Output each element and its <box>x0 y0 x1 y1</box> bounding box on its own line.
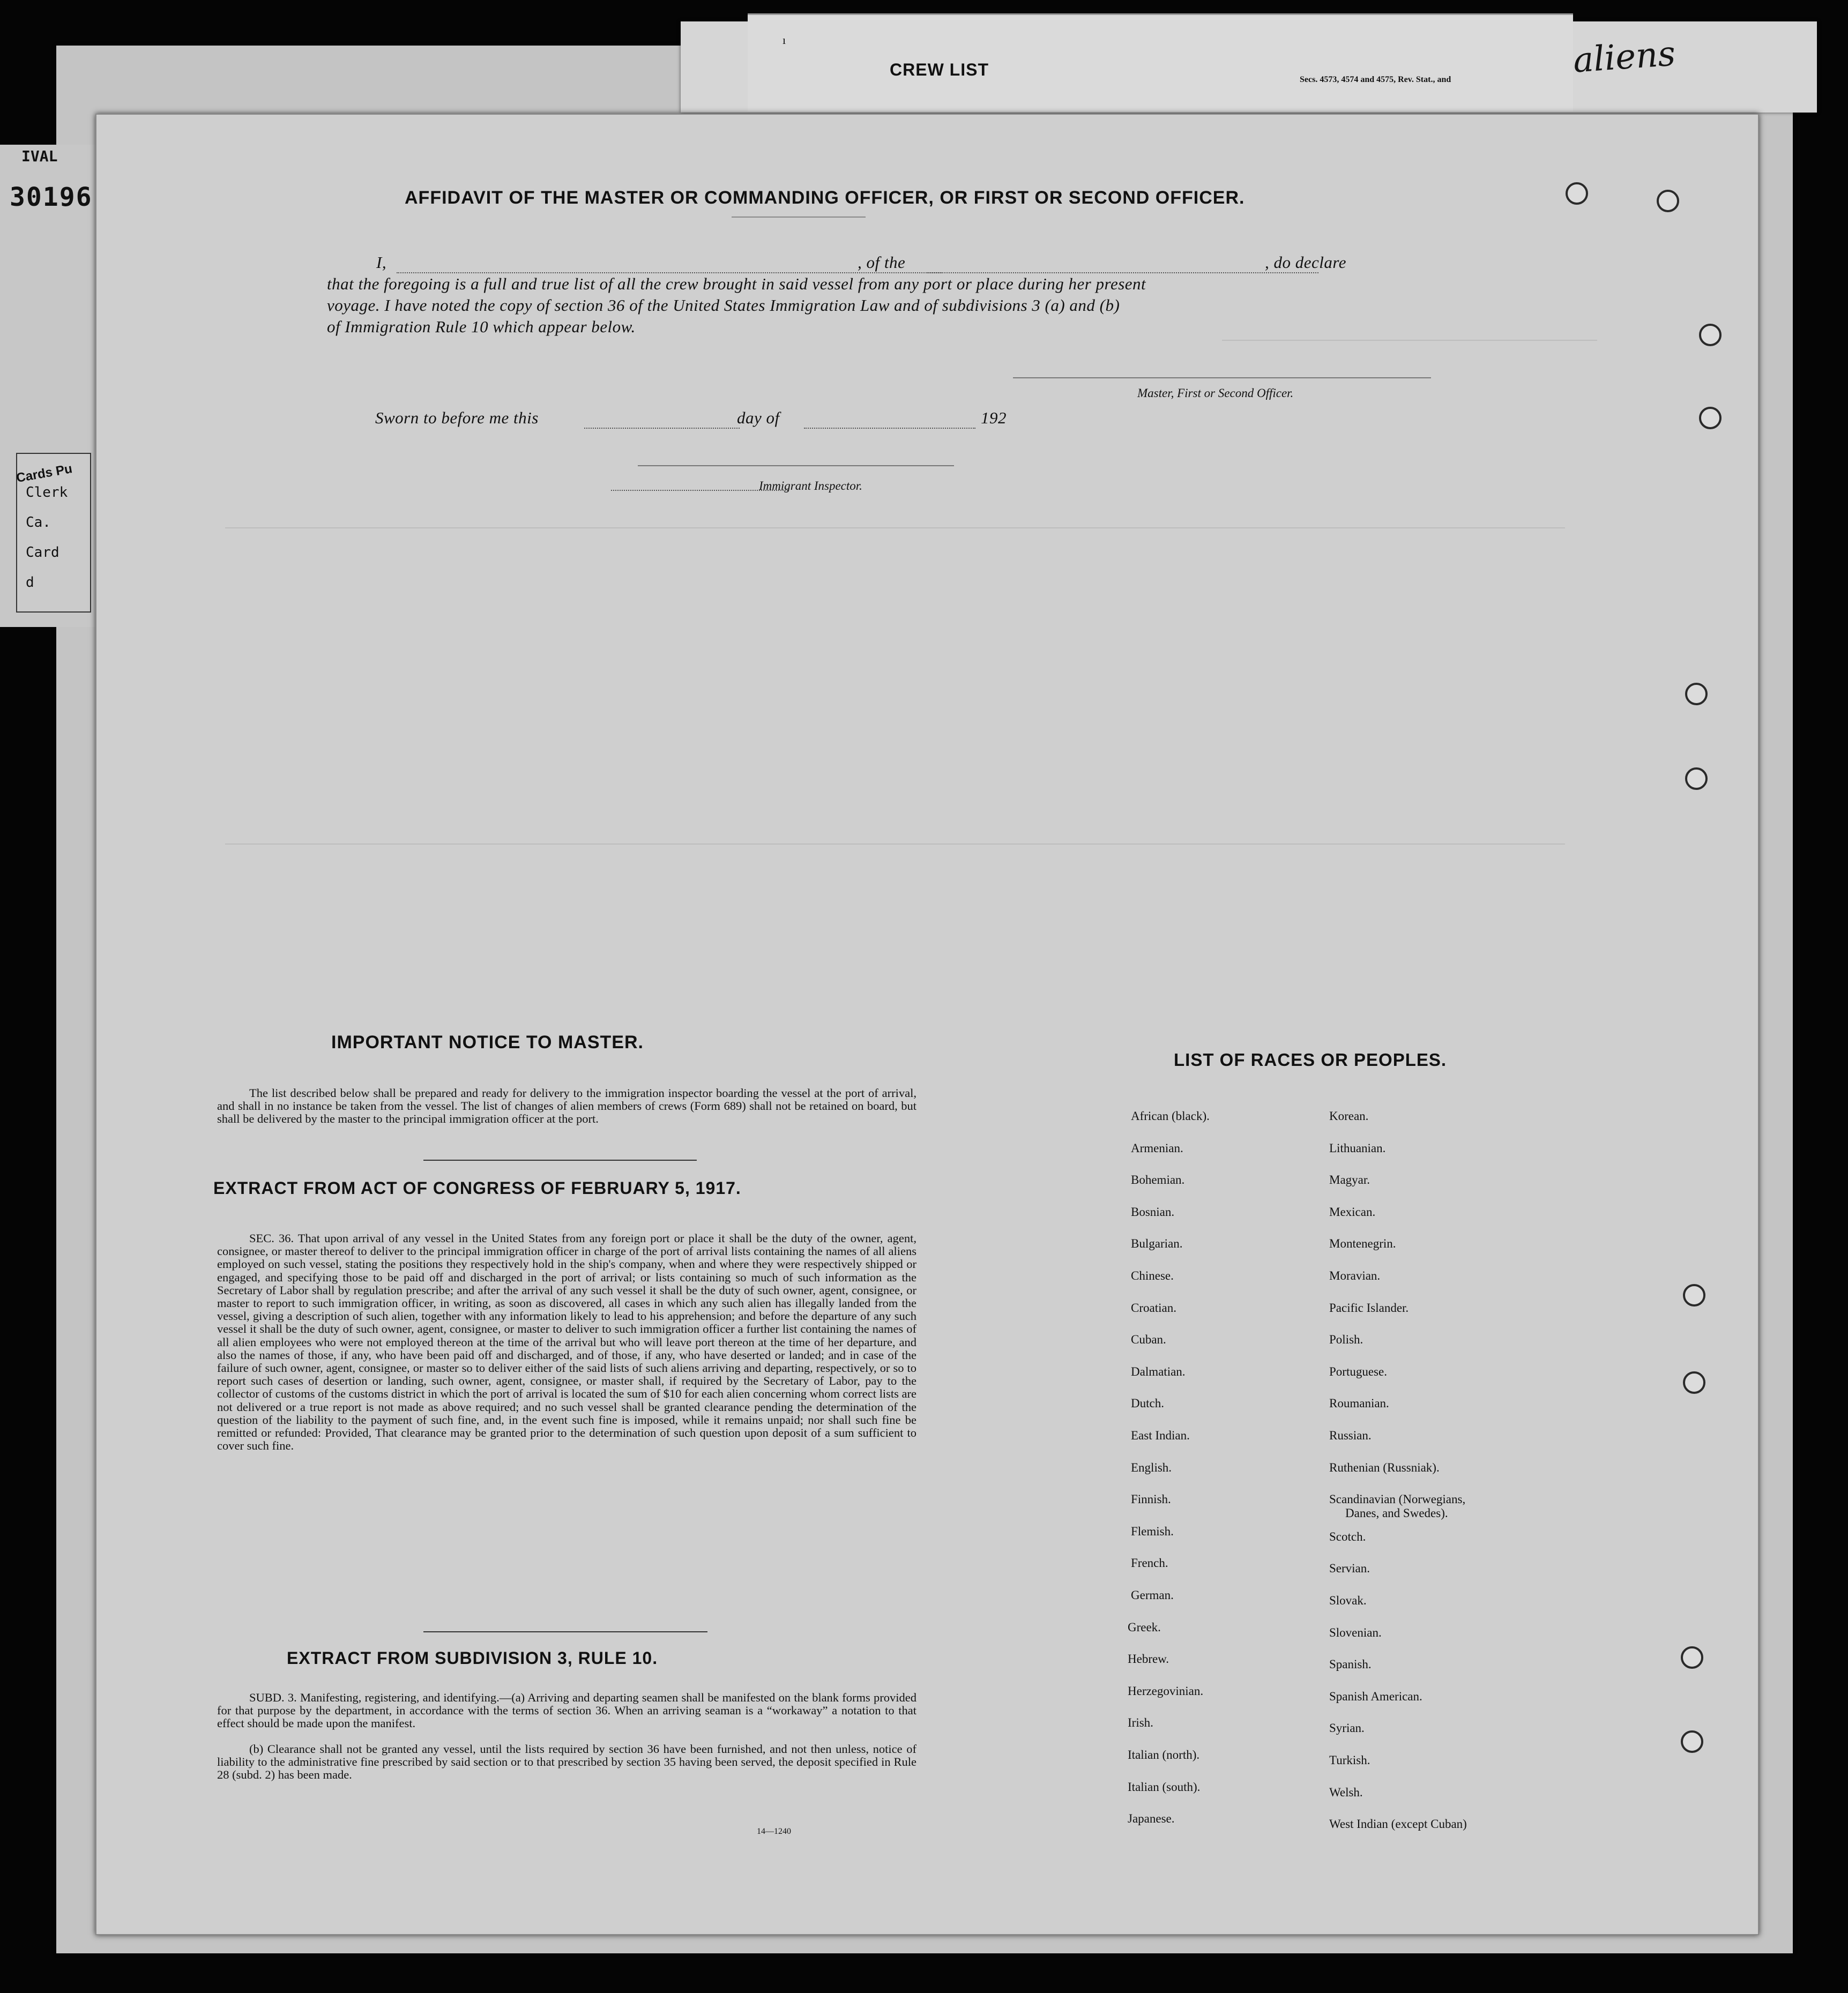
race-item: Italian (south). <box>1128 1780 1201 1794</box>
punch-hole <box>1683 1371 1705 1394</box>
cards-line: Clerk <box>26 484 68 501</box>
cards-line: Ca. <box>26 514 51 531</box>
title-underline <box>732 217 866 218</box>
race-item: Hebrew. <box>1128 1652 1169 1666</box>
left-strip-number: 30196 <box>10 182 93 212</box>
race-item: Roumanian. <box>1329 1397 1389 1410</box>
affidavit-line-2: that the foregoing is a full and true list of all the crew brought in said vessel from any port or place during her present <box>327 274 1146 293</box>
races-title: LIST OF RACES OR PEOPLES. <box>1174 1050 1447 1070</box>
bleed-through-line <box>225 844 1565 845</box>
sworn-day-of-label: day of <box>737 408 780 427</box>
race-item: Scotch. <box>1329 1529 1366 1543</box>
race-item: Pacific Islander. <box>1329 1301 1409 1315</box>
race-item: Italian (north). <box>1128 1748 1200 1761</box>
race-item: Irish. <box>1128 1716 1153 1730</box>
race-item: Bohemian. <box>1131 1173 1185 1187</box>
affidavit-i-label: I, <box>376 253 387 272</box>
affidavit-line-3: voyage. I have noted the copy of section 36 of the United States Immigration Law and of subdivisions 3 (a) and (b) <box>327 296 1120 315</box>
race-item: Flemish. <box>1131 1524 1174 1538</box>
race-item: Slovak. <box>1329 1594 1367 1607</box>
form-number: 14—1240 <box>757 1827 791 1836</box>
sworn-text: Sworn to before me this <box>375 408 539 427</box>
race-item: Korean. <box>1329 1109 1369 1123</box>
notice-body: The list described below shall be prepared and ready for delivery to the immigration inspector boarding the vessel at the port of arrival, and shall in no instance be taken from the vessel. The list of changes of alien members of crews (Form 689) shall not be retained on board, but shall be delivered by the master to the principal immigration officer at the port. <box>217 1086 916 1126</box>
race-item: Slovenian. <box>1329 1625 1382 1639</box>
race-item: Ruthenian (Russniak). <box>1329 1460 1440 1474</box>
race-item: Finnish. <box>1131 1492 1171 1506</box>
race-item: Scandinavian (Norwegians, <box>1329 1492 1466 1506</box>
race-item: French. <box>1131 1556 1168 1570</box>
race-item: Japanese. <box>1128 1812 1175 1826</box>
race-item: English. <box>1131 1460 1172 1474</box>
race-item: Dutch. <box>1131 1397 1164 1410</box>
punch-hole <box>1685 767 1708 790</box>
affidavit-title: AFFIDAVIT OF THE MASTER OR COMMANDING OFFICER, OR FIRST OR SECOND OFFICER. <box>405 188 1245 208</box>
crew-list-title: CREW LIST <box>890 60 989 79</box>
race-item: Moravian. <box>1329 1269 1381 1282</box>
punch-hole <box>1685 683 1708 705</box>
race-item: Bosnian. <box>1131 1205 1175 1219</box>
sworn-month-blank[interactable] <box>804 427 975 429</box>
cards-line: Card <box>26 544 59 561</box>
section-rule <box>423 1631 707 1632</box>
race-item: Danes, and Swedes). <box>1345 1506 1448 1520</box>
sworn-day-blank[interactable] <box>584 427 740 429</box>
bleed-through-line <box>225 527 1565 528</box>
race-item: Polish. <box>1329 1333 1363 1347</box>
punch-hole <box>1699 407 1722 429</box>
race-item: Spanish. <box>1329 1658 1372 1671</box>
punch-hole <box>1681 1730 1703 1753</box>
race-item: Mexican. <box>1329 1205 1376 1219</box>
punch-hole <box>1683 1284 1705 1307</box>
cards-line: d <box>26 574 34 591</box>
master-signature-label: Master, First or Second Officer. <box>1137 386 1294 400</box>
race-item: Welsh. <box>1329 1785 1363 1799</box>
rule10-para-b: (b) Clearance shall not be granted any vessel, until the lists required by section 36 have been furnished, and not then unless, notice of liability to the administrative fine prescribed by said section or to that prescribed by section 35 having been served, the deposit specified in Rule 28 (subd. 2) has been made. <box>217 1742 916 1782</box>
punch-hole <box>1699 324 1722 346</box>
race-item: Greek. <box>1128 1620 1161 1634</box>
race-item: Servian. <box>1329 1562 1370 1576</box>
notice-title: IMPORTANT NOTICE TO MASTER. <box>331 1032 644 1053</box>
crew-list-tab-mark: ı <box>783 33 786 47</box>
master-signature-line[interactable] <box>1013 377 1431 378</box>
inspector-label: Immigrant Inspector. <box>759 479 862 492</box>
vessel-name-blank[interactable] <box>927 271 1318 273</box>
race-item: Syrian. <box>1329 1721 1365 1735</box>
race-item: German. <box>1131 1588 1174 1602</box>
left-strip-label: IVAL <box>21 147 58 165</box>
rule10-para-a: SUBD. 3. Manifesting, registering, and identifying.—(a) Arriving and departing seamen shall be manifested on the blank forms provided for that purpose by the department, in accordance with the terms of section 36. When an arriving seaman is a “workaway” a notation to that effect should be made upon the manifest. <box>217 1691 916 1730</box>
race-item: Spanish American. <box>1329 1689 1422 1703</box>
race-item: Lithuanian. <box>1329 1141 1386 1155</box>
inspector-signature-line[interactable] <box>638 465 954 466</box>
race-item: African (black). <box>1131 1109 1210 1123</box>
cards-stamp-header: Cards Pu <box>15 461 73 486</box>
rule10-title: EXTRACT FROM SUBDIVISION 3, RULE 10. <box>287 1648 658 1668</box>
race-item: Chinese. <box>1131 1269 1174 1282</box>
race-item: Bulgarian. <box>1131 1237 1183 1251</box>
race-item: Turkish. <box>1329 1753 1370 1767</box>
sworn-year-label: 192 <box>981 408 1007 427</box>
affidavit-line-4: of Immigration Rule 10 which appear below. <box>327 317 636 336</box>
race-item: Dalmatian. <box>1131 1364 1186 1378</box>
punch-hole <box>1566 182 1588 205</box>
punch-hole <box>1657 190 1679 212</box>
bleed-through-line <box>1222 340 1597 341</box>
race-item: Magyar. <box>1329 1173 1370 1187</box>
crew-list-tab <box>748 13 1573 111</box>
race-item: Armenian. <box>1131 1141 1183 1155</box>
act-title: EXTRACT FROM ACT OF CONGRESS OF FEBRUARY 5, 1917. <box>213 1178 741 1198</box>
crew-list-sections: Secs. 4573, 4574 and 4575, Rev. Stat., and <box>1300 75 1451 84</box>
race-item: Cuban. <box>1131 1333 1166 1347</box>
affidavit-form-sheet <box>95 114 1759 1935</box>
affidavit-of-the-label: , of the <box>858 253 906 272</box>
section-rule <box>423 1160 697 1161</box>
race-item: East Indian. <box>1131 1429 1190 1442</box>
act-section-36-body: SEC. 36. That upon arrival of any vessel in the United States from any foreign port or place it shall be the duty of the owner, agent, consignee, or master thereof to deliver to the principal immigration officer in charge of the port of arrival lists containing the names of all aliens employed on such vessel, stating the positions they respectively hold in the ship's company, when and where they were respectively shipped or engaged, and specifying those to be paid off and discharged in the port of arrival; or lists containing so much of such information as the Secretary of Labor shall by regulation prescribe; and after the arrival of any such vessel it shall be the duty of such owner, agent, consignee, or master to report to such immigration officer, in writing, as soon as discovered, all cases in which any such alien has illegally landed from the vessel, giving a description of such alien, together with any information likely to lead to his apprehension; and before the departure of any such vessel it shall be the duty of such owner, agent, consignee, or master to deliver to such immigration officer a further list containing the names of all alien employees who were not employed thereon at the time of the arrival but who will leave port thereon at the time of her departure, and also the names of those, if any, who have been paid off and discharged, and of those, if any, who have deserted or landed; and in case of the failure of such owner, agent, consignee, or master so to deliver either of the said lists of such aliens arriving and departing, respectively, or so to report such cases of desertion or landing, such owner, agent, consignee, or master shall, if required by the Secretary of Labor, pay to the collector of customs of the customs district in which the port of arrival is located the sum of $10 for each alien concerning whom correct lists are not delivered or a true report is not made as above required; and no such vessel shall be granted clearance pending the determination of the question of the liability to the payment of such fine, and, in the event such fine is imposed, while it remains unpaid; nor shall such fine be remitted or refunded: Provided, That clearance may be granted prior to the determination of such question upon deposit of a sum sufficient to cover such fine. <box>217 1231 916 1453</box>
handwritten-aliens-note: aliens <box>1571 34 1677 81</box>
punch-hole <box>1681 1646 1703 1669</box>
race-item: Portuguese. <box>1329 1364 1387 1378</box>
race-item: West Indian (except Cuban) <box>1329 1817 1467 1831</box>
affidavit-declare-label: , do declare <box>1265 253 1347 272</box>
race-item: Russian. <box>1329 1429 1372 1442</box>
race-item: Montenegrin. <box>1329 1237 1396 1251</box>
race-item: Croatian. <box>1131 1301 1176 1315</box>
race-item: Herzegovinian. <box>1128 1684 1204 1698</box>
